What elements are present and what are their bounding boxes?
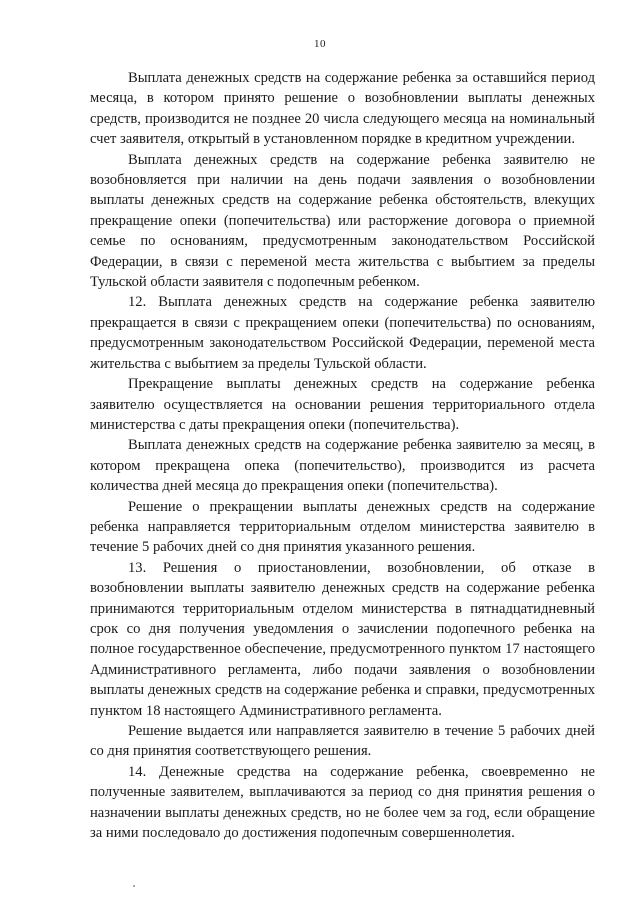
scan-speck	[133, 885, 135, 887]
paragraph: Выплата денежных средств на содержание ребенка за оставшийся период месяца, в котором принято решение о возобновлении выплаты денежных средств, производится не позднее 20 числа следующего месяца на номинальный счет заявителя, открытый в установленном порядке в кредитном учреждении.	[90, 70, 595, 148]
page-number: 10	[314, 38, 326, 50]
paragraph: Решение выдается или направляется заявителю в течение 5 рабочих дней со дня принятия соответствующего решения.	[90, 723, 595, 760]
paragraph: Прекращение выплаты денежных средств на содержание ребенка заявителю осуществляется на основании решения территориального отдела министерства с даты прекращения опеки (попечительства).	[90, 376, 595, 433]
paragraph: Выплата денежных средств на содержание ребенка заявителю не возобновляется при наличии на день подачи заявления о возобновлении выплаты денежных средств на содержание ребенка обстоятельств, влекущих прекращение опеки (попечительства) или расторжение договора о приемной семье по основаниям, предусмотренным законодательством Российской Федерации, в связи с переменой места жительства с выбытием за пределы Тульской области заявителя с подопечным ребенком.	[90, 151, 595, 291]
paragraph: 12. Выплата денежных средств на содержание ребенка заявителю прекращается в связи с прекращением опеки (попечительства) по основаниям, предусмотренным законодательством Российской Федерации, переменой места жительства с выбытием за пределы Тульской области.	[90, 294, 595, 372]
paragraph: Решение о прекращении выплаты денежных средств на содержание ребенка направляется территориальным отделом министерства заявителю в течение 5 рабочих дней со дня принятия указанного решения.	[90, 498, 595, 556]
paragraph: Выплата денежных средств на содержание ребенка заявителю за месяц, в котором прекращена опека (попечительство), производится из расчета количества дней месяца до прекращения опеки (попечительства).	[90, 437, 595, 495]
document-body	[90, 68, 595, 843]
paragraph: 14. Денежные средства на содержание ребенка, своевременно не полученные заявителем, выплачиваются за период со дня принятия решения о назначении выплаты денежных средств, но не более чем за год, если обращение за ними последовало до достижения подопечным совершеннолетия.	[90, 763, 595, 842]
paragraph: 13. Решения о приостановлении, возобновлении, об отказе в возобновлении выплаты заявителю денежных средств на содержание ребенка принимаются территориальным отделом министерства в пятнадцатидневный срок со дня получения уведомления о зачислении подопечного ребенка на полное государственное обеспечение, предусмотренного пунктом 17 настоящего Административного регламента, либо подачи заявления о возобновлении выплаты денежных средств на содержание ребенка и справки, предусмотренных пунктом 18 настоящего Административного регламента.	[90, 559, 595, 719]
